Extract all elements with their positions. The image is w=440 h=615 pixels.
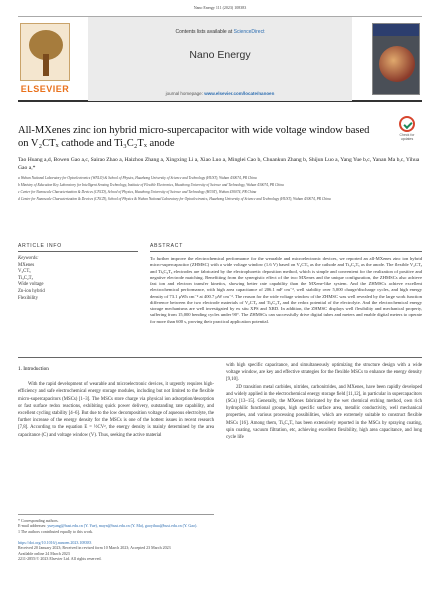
affiliation-item: c Center for Nanoscale Characterization & Devices (CNCD), School of Physics, Huazhong University of Science and Technology (HUST), Wuhan 430074, PR China [18, 189, 257, 194]
check-for-updates-button[interactable] [396, 116, 418, 142]
divider [150, 251, 422, 252]
affiliation-item: b Ministry of Education Key Laboratory for Intelligent Sensing Technology, Institute of Flexible Electronics, Huazhong University of Science and Technology, Wuhan 430074, PR China [18, 182, 284, 187]
keywords-label: Keywords: [18, 256, 39, 261]
title-block [18, 124, 378, 150]
keyword: Ti₃C₂Tₓ [18, 275, 33, 281]
journal-cover-thumbnail-icon[interactable] [372, 23, 420, 95]
contents-line [88, 29, 352, 35]
copyright: 2211-2855/© 2023 Elsevier Ltd. All rights reserved. [18, 556, 102, 562]
email-addresses[interactable]: yueyang@hust.edu.cn (Y. Yue), mayn@hust.edu.cn (Y. Ma), gaoyihua@hust.edu.cn (Y. Gao). [47, 523, 198, 529]
equal-contribution-note: 1 The authors contributed equally to this work. [18, 528, 94, 534]
keywords-list [18, 256, 138, 302]
body-paragraph: with high specific capacitance, and simultaneously optimizing the structure design with a wide voltage window, are key and effective strategies for the flexible MSCs to enhance the energy density [9,10]. [226, 363, 422, 383]
author-list: Tao Huang a,d, Bowen Gao a,c, Sairao Zhao a, Haizhou Zhang a, Xingxing Li a, Xiao Luo a, Minglei Cao b, Chuankun Zhang b, Shijun Luo a, Yang Yue b,c, Yanan Ma b,c, Yihua Gao a,* [18, 157, 420, 171]
section-title: 1. Introduction [18, 366, 49, 372]
corresponding-author-note: * Corresponding authors. [18, 518, 59, 523]
keyword: V₂CTₓ [18, 269, 31, 275]
article-title: All-MXenes zinc ion hybrid micro-supercapacitor with wide voltage window based on V₂CTₓ cathode and Ti₃C₂Tₓ anode [18, 125, 370, 149]
footnotes [18, 514, 214, 534]
affiliations [18, 176, 422, 204]
article-info-heading: ARTICLE INFO [18, 243, 62, 249]
abstract-text: To further improve the electrochemical performance for the wearable and microelectronic devices, we reported an all-MXenes zinc ion hybrid micro-supercapacitor (ZHMSC) with a wide voltage window (1.6 V) based on V₂CTₓ as the cathode and Ti₃C₂Tₓ as the anode. The flexible V₂CTₓ and Ti₃C₂Tₓ electrodes are fabricated by the electrophoretic deposition method, which is simple and convenient for the realization of positive and negative electrode matching. Benefitting from the synergistic effect of the two MXenes and the unique configuration, the ZHMSCs also achieve fast ion and electron transfer kinetics, showing better rate capability than the MXene-like system. And the ZHMSCs achieve excellent electrochemical performance, with high area capacitance of 206.1 mF cm⁻², well stability over 5,000 charge/discharge cycles, and high energy density of 73.1 μWh cm⁻² at 400.7 μW cm⁻². The reason for the wide voltage window of the ZHMSC was well revealed by the large work function difference between the two electrode materials of V₂CTₓ and Ti₃C₂Tₓ and the redox potential of the electrolyte. And the electrochemical energy storage mechanisms are well investigated by ex situ XPS and XRD. In addition, the ZHMSC displays well flexibility and mechanical property, suffering from 15,000 bending cycles under 90°. The ZHMSCs can successfully drive digital tubes and meters and enable digital meters to operate for more than 600 s, proving their practical application potential. [150, 256, 422, 324]
divider [18, 251, 138, 252]
keyword: Flexibility [18, 295, 38, 301]
abstract-heading: ABSTRACT [150, 243, 184, 249]
body-paragraph: With the rapid development of wearable and microelectronic devices, it urgently requires high-efficiency and safe electrochemical energy storage modules, including but not limited to the flexible micro-supercapacitors (MSCs) [1–3]. The MSCs store charge via physical ion adsorption/desorption or fast surface redox reactions, exhibiting quick power delivery, outstanding rate capability, and excellent cycling stability [4–6]. But due to the low decomposition voltage of aqueous electrolyte, the further increase of the energy density for the MSCs is one of the hottest issues in recent research [7,8]. According to the equation E = ½CV², the energy density is mainly determined by the area capacitance (C) and voltage window (V). Thus, seeking the active material [18, 382, 214, 438]
journal-homepage-line [88, 91, 352, 96]
keyword: MXenes [18, 262, 35, 268]
elsevier-tree-logo-icon [20, 23, 70, 81]
contents-prefix: Contents lists available at [175, 29, 233, 35]
article-history: Received 20 January 2023; Received in revised form 10 March 2023; Accepted 23 March 2023 [18, 545, 171, 551]
publisher-name: ELSEVIER [20, 84, 70, 94]
journal-title: Nano Energy [189, 49, 251, 61]
online-date: Available online 24 March 2023 [18, 550, 70, 556]
body-paragraph: 2D transition metal carbides, nitrides, carbonitrides, and MXenes, have been rapidly developed and widely applied in the electrochemical energy storage field [11,12], in particular in supercapacitors (SCs) [13–15]. Generally, the MXenes fabricated by the wet chemical etching method, own rich hydrophilic functional groups, high specific surface area, metallic conductivity, well mechanical properties, and various processing possibilities, which are extremely suitable to construct flexible MSCs [16]. Among them, Ti₃C₂Tₓ has been extensively reported in the MSCs by spraying coating, spin coating, vacuum filtration, etc, achieving excellent flexibility, high area capacitance, and long cycle life [226, 384, 422, 441]
divider [18, 357, 422, 358]
check-for-updates-label: Check for updates [399, 133, 415, 141]
affiliation-item: d Center for Nanoscale Characterization & Devices (CNCD), School of Physics & Wuhan National Laboratory for Optoelectronics, Huazhong University of Science and Technology (HUST), Wuhan 430074, PR China [18, 196, 331, 201]
journal-masthead [18, 16, 422, 102]
affiliation-item: a Wuhan National Laboratory for Optoelectronics (WNLO) & School of Physics, Huazhong University of Science and Technology (HUST), Wuhan 430074, PR China [18, 176, 257, 180]
check-for-updates-icon [399, 116, 415, 132]
sciencedirect-link[interactable]: ScienceDirect [233, 29, 265, 35]
body-column-left [18, 362, 214, 439]
journal-header [88, 17, 352, 101]
doi-block [18, 540, 268, 562]
doi-link[interactable]: https://doi.org/10.1016/j.nanoen.2023.108383 [18, 540, 92, 545]
journal-homepage-link[interactable]: www.elsevier.com/locate/nanoen [204, 91, 275, 96]
body-column-right [226, 362, 422, 441]
homepage-prefix: journal homepage: [165, 91, 203, 96]
elsevier-logo[interactable] [20, 23, 70, 95]
keyword: Zn-ion hybrid [18, 288, 45, 294]
running-head: Nano Energy 111 (2023) 108383 [193, 5, 247, 10]
email-prefix: E-mail addresses: [18, 523, 47, 529]
keyword: Wide voltage [18, 282, 44, 288]
